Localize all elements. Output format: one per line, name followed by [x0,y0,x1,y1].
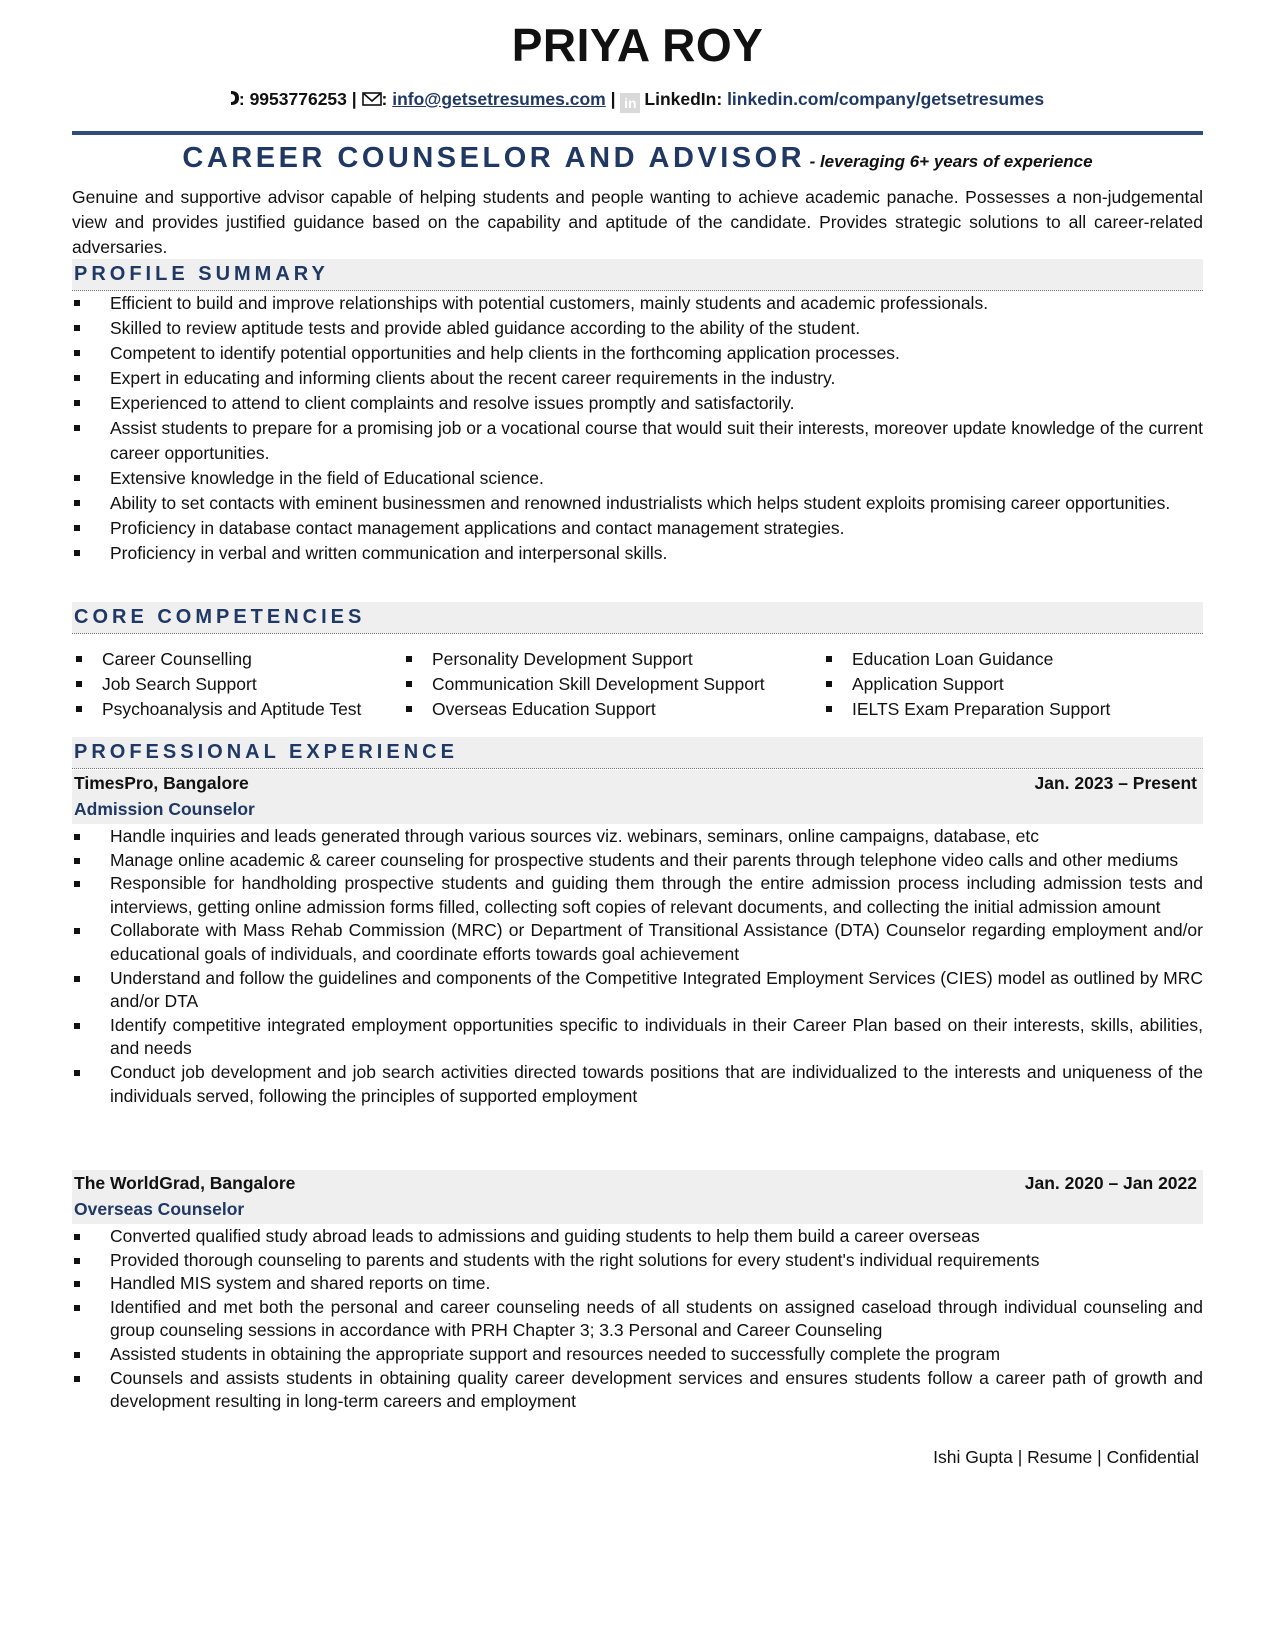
job-header-timespro [72,770,1203,824]
list-item: Proficiency in verbal and written communication and interpersonal skills. [72,541,1203,566]
list-item: Handled MIS system and shared reports on time. [72,1272,1203,1296]
competency-item: Communication Skill Development Support [402,672,765,697]
competency-item: Education Loan Guidance [822,647,1110,672]
linkedin-label: LinkedIn: [644,89,723,109]
list-item: Responsible for handholding prospective students and guiding them through the entire admission process including admission tests and interviews, getting online admission forms filled, collecting soft copies of relevant documents, and collecting the initial admission amount [72,872,1203,919]
mail-icon [362,91,382,112]
competency-column-1 [72,647,361,722]
candidate-name: PRIYA ROY [511,19,764,71]
email-label: : [381,89,388,109]
list-item: Assisted students in obtaining the appropriate support and resources needed to successfully complete the program [72,1343,1203,1367]
competency-item: Overseas Education Support [402,697,765,722]
list-item: Assist students to prepare for a promising job or a vocational course that would suit their interests, moreover update knowledge of the current career opportunities. [72,416,1203,466]
list-item: Expert in educating and informing clients about the recent career requirements in the industry. [72,366,1203,391]
section-professional-experience [72,737,1203,769]
competency-item: Job Search Support [72,672,361,697]
header-rule [72,131,1203,135]
list-item: Ability to set contacts with eminent businessmen and renowned industrialists which helps student exploits promising career opportunities. [72,491,1203,516]
list-item: Counsels and assists students in obtaining quality career development services and ensures students follow a career path of growth and development resulting in long-term careers and employment [72,1367,1203,1414]
competency-item: Career Counselling [72,647,361,672]
phone-number: : 9953776253 | [238,89,357,109]
intro-paragraph: Genuine and supportive advisor capable of helping students and people wanting to achieve academic panache. Possesses a non-judgemental view and provides justified guidance based on the capability and aptitude of the candidate. Provides strategic solutions to all career-related adversaries. [72,187,1203,257]
job-dates: Jan. 2023 – Present [1034,773,1197,793]
profile-summary-list [72,291,1203,566]
section-heading: CORE COMPETENCIES [74,606,366,628]
list-item: Experienced to attend to client complaints and resolve issues promptly and satisfactorily. [72,391,1203,416]
list-item: Proficiency in database contact management applications and contact management strategies. [72,516,1203,541]
competency-column-3 [822,647,1110,722]
competency-item: Application Support [822,672,1110,697]
job-dates: Jan. 2020 – Jan 2022 [1024,1173,1197,1193]
company-name: TimesPro, Bangalore [74,773,249,793]
linkedin-link[interactable]: linkedin.com/company/getsetresumes [727,89,1045,109]
headline-subtitle: - leveraging 6+ years of experience [809,152,1093,171]
section-core-competencies [72,602,1203,634]
competency-item: Personality Development Support [402,647,765,672]
headline-title: CAREER COUNSELOR AND ADVISOR [182,142,806,174]
list-item: Conduct job development and job search activities directed towards positions that are individualized to the interests and uniqueness of the individuals served, following the principles of supported employment [72,1061,1203,1108]
list-item: Identify competitive integrated employment opportunities specific to individuals in their Career Plan based on their interests, skills, abilities, and needs [72,1014,1203,1061]
section-heading: PROFESSIONAL EXPERIENCE [74,741,458,763]
list-item: Skilled to review aptitude tests and provide abled guidance according to the ability of the student. [72,316,1203,341]
list-item: Efficient to build and improve relationships with potential customers, mainly students and academic professionals. [72,291,1203,316]
list-item: Handle inquiries and leads generated through various sources viz. webinars, seminars, online campaigns, database, etc [72,825,1203,849]
page-footer: Ishi Gupta | Resume | Confidential [933,1447,1199,1467]
list-item: Provided thorough counseling to parents and students with the right solutions for every student's individual requirements [72,1249,1203,1273]
list-item: Competent to identify potential opportunities and help clients in the forthcoming application processes. [72,341,1203,366]
job-duties-list [72,1225,1203,1414]
job-duties-list [72,825,1203,1108]
job-header-worldgrad [72,1170,1203,1224]
competency-column-2 [402,647,765,722]
competency-item: Psychoanalysis and Aptitude Test [72,697,361,722]
linkedin-icon: in [620,93,640,113]
company-name: The WorldGrad, Bangalore [74,1173,296,1193]
list-item: Understand and follow the guidelines and components of the Competitive Integrated Employment Services (CIES) model as outlined by MRC and/or DTA [72,967,1203,1014]
list-item: Extensive knowledge in the field of Educational science. [72,466,1203,491]
list-item: Converted qualified study abroad leads to admissions and guiding students to help them build a career overseas [72,1225,1203,1249]
job-role: Overseas Counselor [74,1199,245,1219]
contact-separator: | [610,89,616,109]
contact-line [72,89,1203,113]
list-item: Collaborate with Mass Rehab Commission (MRC) or Department of Transitional Assistance (DTA) Counselor regarding employment and/or educational goals of individuals, and coordinate efforts towards goal achievement [72,919,1203,966]
job-role: Admission Counselor [74,799,255,819]
section-heading: PROFILE SUMMARY [74,263,329,285]
list-item: Identified and met both the personal and career counseling needs of all students on assigned caseload through individual counseling and group counseling sessions in accordance with PRH Chapter 3; 3.3 Personal and Career Counseling [72,1296,1203,1343]
email-link[interactable]: info@getsetresumes.com [392,89,606,109]
competency-item: IELTS Exam Preparation Support [822,697,1110,722]
phone-icon [231,89,239,112]
list-item: Manage online academic & career counseling for prospective students and their parents through telephone video calls and other mediums [72,849,1203,873]
section-profile-summary [72,259,1203,291]
headline [72,142,1203,175]
